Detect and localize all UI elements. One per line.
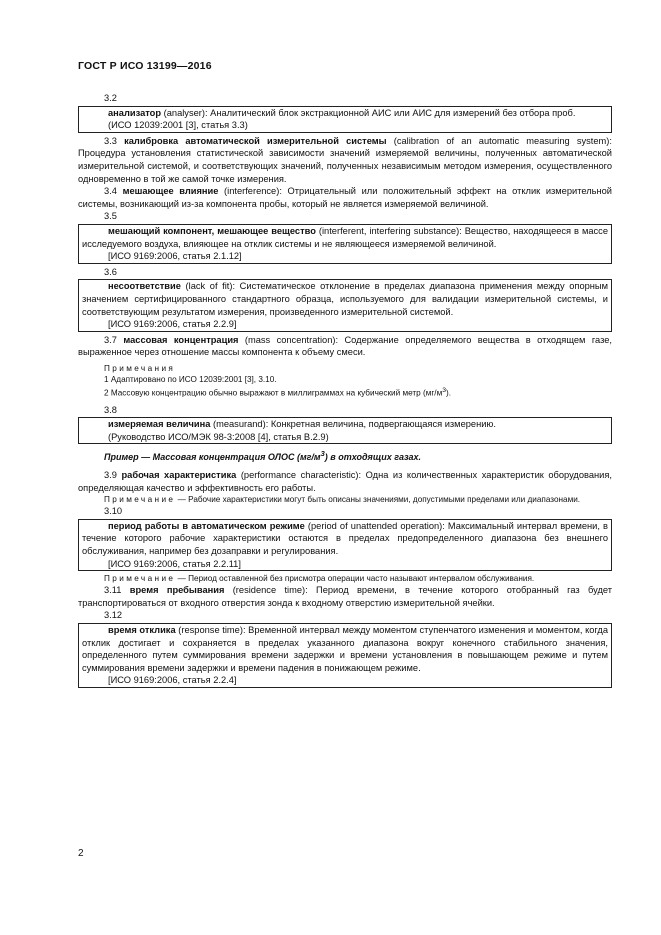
term-source: [ИСО 9169:2006, статья 2.2.11] xyxy=(108,558,241,569)
term-text: (mass concentration): Содержание определяемого вещества в отходящем газе, выраженное через отношение массы компонента к объему смеси. xyxy=(78,334,612,358)
term-source: (Руководство ИСО/МЭК 98-3:2008 [4], статья В.2.9) xyxy=(108,431,329,442)
term-source: [ИСО 9169:2006, статья 2.2.4] xyxy=(108,675,237,686)
entry-number: 3.8 xyxy=(104,404,117,415)
document-header: ГОСТ Р ИСО 13199—2016 xyxy=(78,60,212,72)
term-text: (lack of fit): Систематическое отклонение в пределах диапазона применения между опорным значением сертифицированного стандартного образца, используемого для валидации измерительной системы, и соответствующим результатом измерения, произведенного измерительной системой. xyxy=(82,281,608,317)
term-box xyxy=(78,417,612,444)
term-definition xyxy=(82,225,608,250)
term-name: несоответствие xyxy=(108,281,181,292)
term-text: (performance characteristic): Одна из количественных характеристик оборудования, определяющая качество и эффективность его работы. xyxy=(78,469,612,493)
term-definition xyxy=(78,584,612,609)
term-text: (measurand): Конкретная величина, подвергающаяся измерению. xyxy=(210,419,496,430)
term-name: калибровка автоматической измерительной системы xyxy=(124,135,387,146)
entry-number: 3.7 xyxy=(104,334,117,345)
term-text: (period of unattended operation): Максимальный интервал времени, в течение которого рабочие характеристики остаются в пределах предопределенного диапазона без внешнего обслуживания, например без дозаправки и регулирования. xyxy=(82,520,608,556)
term-text: (analyser): Аналитический блок экстракционной АИС или АИС для измерений без отбора проб. xyxy=(161,107,576,118)
term-definition xyxy=(82,107,608,120)
term-definition xyxy=(82,520,608,558)
term-name: измеряемая величина xyxy=(108,419,211,430)
term-source: [ИСО 9169:2006, статья 2.1.12] xyxy=(108,251,242,262)
term-name: анализатор xyxy=(108,107,162,118)
note-item: 2 Массовую концентрацию обычно выражают в миллиграммах на кубический метр $(мг/м^3)$. xyxy=(104,386,452,398)
entry-number: 3.12 xyxy=(104,610,123,621)
page-number: 2 xyxy=(78,848,84,859)
term-text: (interferent, interfering substance): Вещество, находящееся в массе исследуемого воздуха, влияющее на отклик системы и не являющееся измеряемой величиной. xyxy=(82,225,608,249)
term-definition xyxy=(82,624,608,674)
note-text: — Рабочие характеристики могут быть описаны значениями, допустимыми пределами или диапазонами. xyxy=(175,495,581,505)
example-line: Пример — Массовая концентрация ОЛОС $(мг/м^3)$ в отходящих газах. xyxy=(104,449,422,463)
term-box xyxy=(78,279,612,331)
term-definition xyxy=(78,469,612,494)
term-text: (interference): Отрицательный или положительный эффект на отклик измерительной системы, возникающий из-за компонента пробы, который не является измеряемой величиной. xyxy=(78,186,612,209)
document-body xyxy=(78,92,612,690)
notes-block xyxy=(78,363,612,399)
term-definition xyxy=(78,185,612,210)
term-source: [ИСО 9169:2006, статья 2.2.9] xyxy=(108,319,237,330)
entry-number: 3.9 xyxy=(104,469,117,480)
term-box xyxy=(78,106,612,133)
entry-number: 3.10 xyxy=(104,506,123,517)
entry-number: 3.2 xyxy=(104,93,117,103)
term-name: мешающий компонент, мешающее вещество xyxy=(108,225,316,236)
term-box xyxy=(78,519,612,571)
term-name: мешающее влияние xyxy=(122,186,219,197)
term-box xyxy=(78,623,612,688)
entry-number: 3.11 xyxy=(104,585,122,596)
term-definition xyxy=(82,418,608,431)
term-name: массовая концентрация xyxy=(123,334,239,345)
note-label: Примечание xyxy=(104,495,176,505)
term-definition xyxy=(78,334,612,359)
term-source: (ИСО 12039:2001 [3], статья 3.3) xyxy=(108,120,248,131)
entry-number: 3.5 xyxy=(104,211,117,222)
term-box xyxy=(78,224,612,264)
term-text: (response time): Временной интервал между моментом ступенчатого изменения и моментом, когда отклик достигает и сохраняется в пределах указанного диапазона вокруг конечного стабильного значения, определенного путем суммирования времени задержки и времени установления в повышающем режиме и путем суммирования времени задержки и времени падения в понижающем режиме. xyxy=(82,624,608,673)
note-text: — Период оставленной без присмотра операции часто называют интервалом обслуживания. xyxy=(175,574,535,584)
term-text: (calibration of an automatic measuring system): Процедура установления статистической зависимости значений измеряемой величины, полученных автоматической измерительной системой, и соответствующих значений, полученных независимым методом измерения, осуществленного одновременно в той же самой точке измерения. xyxy=(78,135,612,184)
term-text: (residence time): Период времени, в течение которого отобранный газ будет транспортироваться от входного отверстия зонда к входному отверстию измерительной ячейки. xyxy=(78,585,612,608)
term-name: время отклика xyxy=(108,624,176,635)
term-definition xyxy=(78,135,612,185)
term-name: период работы в автоматическом режиме xyxy=(108,520,305,531)
entry-number: 3.3 xyxy=(104,135,117,146)
notes-label: Примечания xyxy=(104,363,176,373)
note-label: Примечание xyxy=(104,574,176,584)
term-name: рабочая характеристика xyxy=(121,469,237,480)
note-line xyxy=(78,573,612,584)
entry-number: 3.4 xyxy=(104,186,117,197)
term-definition xyxy=(82,280,608,318)
note-item: 1 Адаптировано по ИСО 12039:2001 [3], 3.10. xyxy=(104,374,277,384)
note-line xyxy=(78,494,612,505)
entry-number: 3.6 xyxy=(104,266,117,277)
term-name: время пребывания xyxy=(129,585,225,596)
